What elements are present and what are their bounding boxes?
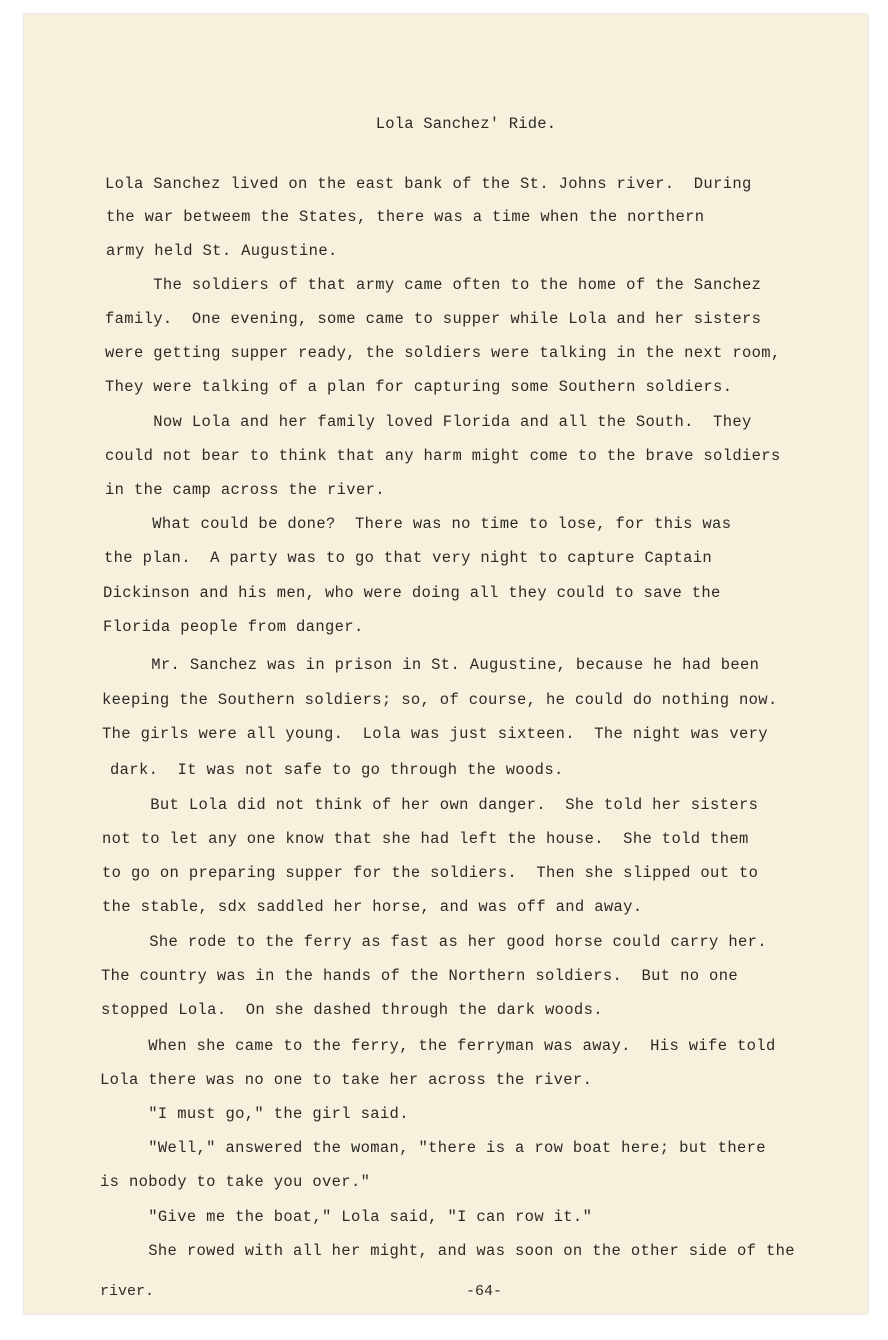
final-line: river. <box>100 1283 155 1300</box>
body-line: the stable, sdx saddled her horse, and was off and away. <box>102 898 643 916</box>
body-line: the war betweem the States, there was a time when the northern <box>106 208 705 226</box>
body-line: They were talking of a plan for capturing some Southern soldiers. <box>105 378 733 396</box>
body-line: Now Lola and her family loved Florida and all the South. They <box>105 413 752 431</box>
body-line: But Lola did not think of her own danger. She told her sisters <box>102 796 759 814</box>
body-line: could not bear to think that any harm might come to the brave soldiers <box>105 447 781 465</box>
body-line: family. One evening, some came to supper while Lola and her sisters <box>105 310 762 328</box>
body-line: Lola there was no one to take her across the river. <box>100 1071 593 1089</box>
document-page <box>24 14 868 1314</box>
body-line: "Well," answered the woman, "there is a row boat here; but there <box>100 1139 766 1157</box>
body-line: "Give me the boat," Lola said, "I can row it." <box>100 1208 593 1226</box>
body-line: Mr. Sanchez was in prison in St. Augustine, because he had been <box>103 656 760 674</box>
body-line: army held St. Augustine. <box>106 242 338 260</box>
page-number: -64- <box>466 1283 503 1300</box>
body-line: stopped Lola. On she dashed through the dark woods. <box>101 1001 603 1019</box>
body-line: She rode to the ferry as fast as her good horse could carry her. <box>101 933 767 951</box>
body-line: the plan. A party was to go that very night to capture Captain <box>104 549 713 567</box>
body-line: is nobody to take you over." <box>100 1173 371 1191</box>
body-line: were getting supper ready, the soldiers were talking in the next room, <box>105 344 781 362</box>
body-line: in the camp across the river. <box>105 481 385 499</box>
body-line: She rowed with all her might, and was soon on the other side of the <box>100 1242 795 1260</box>
body-line: Florida people from danger. <box>103 618 364 636</box>
body-line: When she came to the ferry, the ferryman was away. His wife told <box>100 1037 776 1055</box>
body-line: The soldiers of that army came often to the home of the Sanchez <box>105 276 762 294</box>
body-line: to go on preparing supper for the soldiers. Then she slipped out to <box>102 864 759 882</box>
body-line: The girls were all young. Lola was just sixteen. The night was very <box>102 725 768 743</box>
body-line: dark. It was not safe to go through the woods. <box>110 761 564 779</box>
body-line: Dickinson and his men, who were doing all they could to save the <box>103 584 721 602</box>
body-line: "I must go," the girl said. <box>100 1105 409 1123</box>
body-line: The country was in the hands of the Northern soldiers. But no one <box>101 967 738 985</box>
body-line: Lola Sanchez lived on the east bank of the St. Johns river. During <box>105 175 752 193</box>
body-line: not to let any one know that she had left the house. She told them <box>102 830 749 848</box>
document-title: Lola Sanchez' Ride. <box>375 115 557 133</box>
body-line: keeping the Southern soldiers; so, of course, he could do nothing now. <box>102 691 778 709</box>
body-line: What could be done? There was no time to lose, for this was <box>104 515 732 533</box>
